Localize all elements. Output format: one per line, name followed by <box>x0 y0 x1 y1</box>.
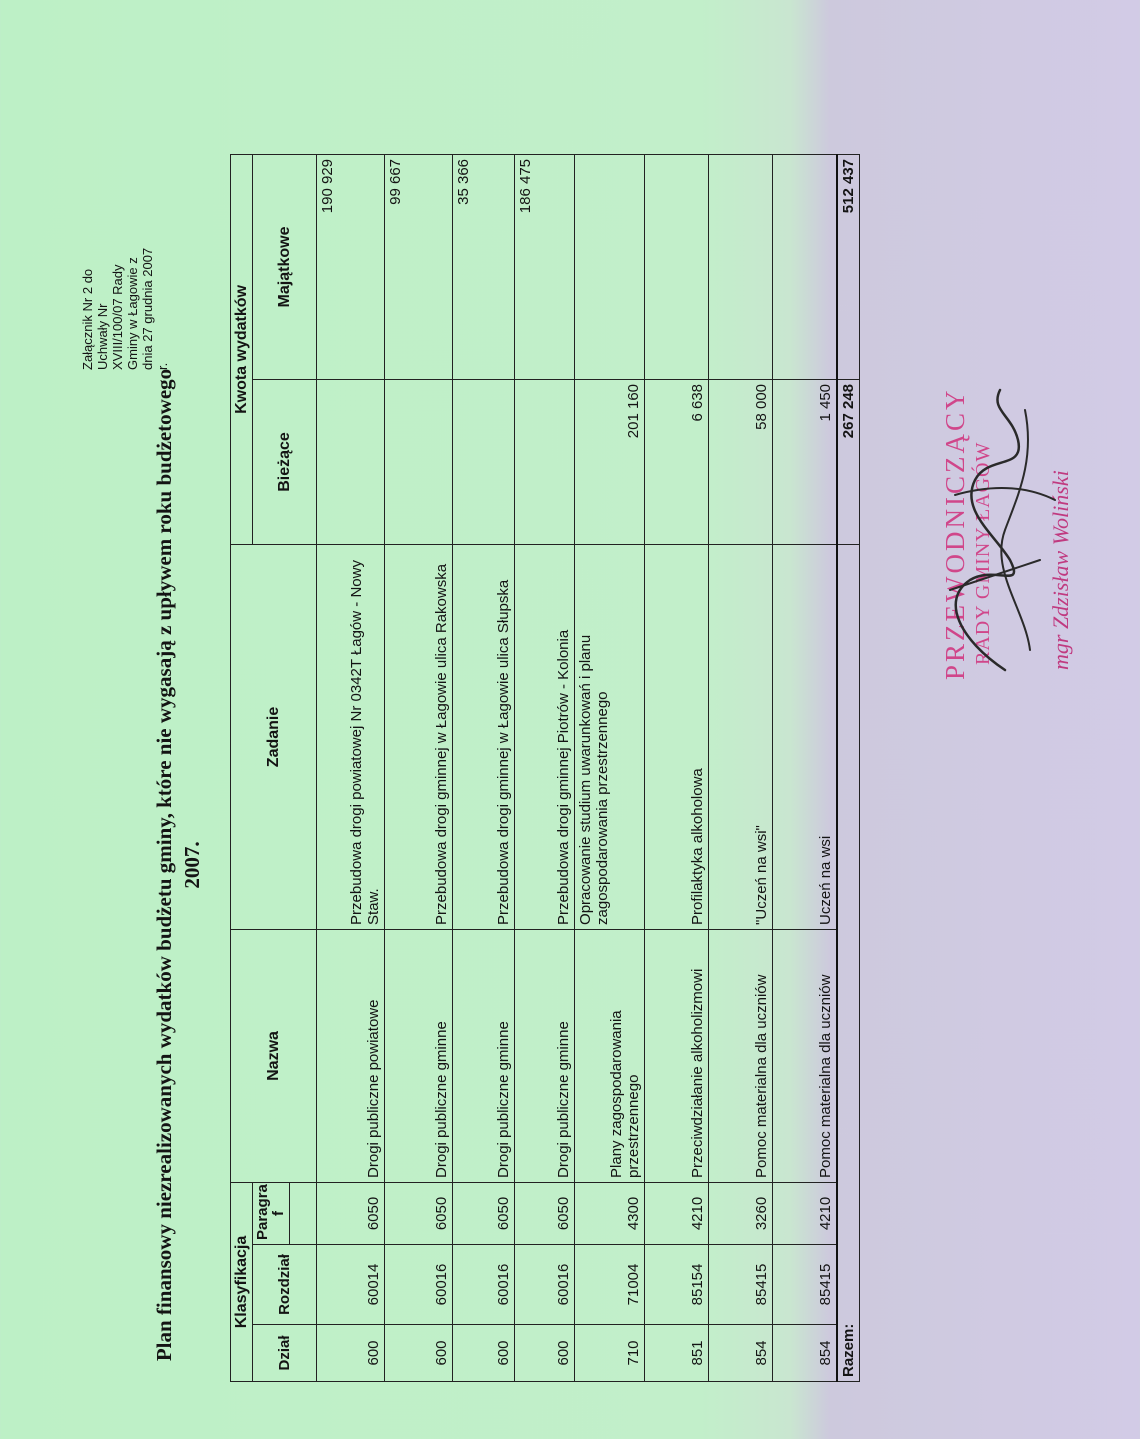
cell-majatkowe: 190 929 <box>317 154 385 379</box>
stamp-title: PRZEWODNICZĄCY <box>940 387 970 680</box>
cell-nazwa: Drogi publiczne gminne <box>385 929 453 1182</box>
total-majatkowe: 512 437 <box>837 154 860 379</box>
cell-majatkowe <box>773 154 837 379</box>
header-paragraf: Paragra f <box>253 1182 290 1244</box>
annex-line: Załącznik Nr 2 do <box>80 268 95 370</box>
cell-zadanie: Profilaktyka alkoholowa <box>645 544 709 929</box>
table-row <box>515 154 575 1381</box>
cell-paragraf: 4300 <box>575 1182 645 1244</box>
header-biezace: Bieżące <box>253 379 317 544</box>
table-row <box>385 154 453 1381</box>
cell-nazwa: Pomoc materialna dla uczniów <box>773 929 837 1182</box>
header-kwota: Kwota wydatków <box>231 154 253 544</box>
cell-zadanie: Przebudowa drogi gminnej w Łagowie ulica Słupska <box>453 544 515 929</box>
header-spacer <box>290 1182 317 1244</box>
handwritten-signature <box>930 350 1120 710</box>
cell-zadanie: Uczeń na wsi <box>773 544 837 929</box>
chairman-stamp <box>930 350 1120 710</box>
cell-paragraf: 3260 <box>709 1182 773 1244</box>
total-row <box>837 154 860 1381</box>
cell-majatkowe <box>575 154 645 379</box>
cell-rozdzial: 60016 <box>385 1245 453 1325</box>
document-title: Plan finansowy niezrealizowanych wydatków budżetu gminy, które nie wygasają z upływem roku budżetowego 2007. <box>152 368 204 1362</box>
cell-biezace <box>453 379 515 544</box>
cell-biezace: 58 000 <box>709 379 773 544</box>
cell-biezace <box>385 379 453 544</box>
cell-dzial: 600 <box>385 1325 453 1382</box>
total-label: Razem: <box>837 544 860 1381</box>
table-row <box>575 154 645 1381</box>
cell-dzial: 600 <box>453 1325 515 1382</box>
cell-zadanie: "Uczeń na wsi" <box>709 544 773 929</box>
header-rozdzial: Rozdział <box>253 1245 317 1325</box>
cell-majatkowe <box>709 154 773 379</box>
cell-nazwa: Drogi publiczne gminne <box>515 929 575 1182</box>
annex-note <box>80 140 170 370</box>
cell-paragraf: 6050 <box>317 1182 385 1244</box>
table-row <box>317 154 385 1381</box>
cell-biezace: 201 160 <box>575 379 645 544</box>
cell-nazwa: Plany zagospodarowania przestrzennego <box>575 929 645 1182</box>
cell-zadanie: Przebudowa drogi powiatowej Nr 0342T Łagów - Nowy Staw. <box>317 544 385 929</box>
document-page <box>80 30 1140 1410</box>
cell-dzial: 600 <box>317 1325 385 1382</box>
header-zadanie: Zadanie <box>231 544 317 929</box>
cell-zadanie: Opracowanie studium uwarunkowań i planu zagospodarowania przestrzennego <box>575 544 645 929</box>
header-nazwa: Nazwa <box>231 929 317 1182</box>
table-row <box>773 154 837 1381</box>
cell-dzial: 851 <box>645 1325 709 1382</box>
annex-line: r. <box>155 362 170 370</box>
cell-zadanie: Przebudowa drogi gminnej Piotrów - Kolonia <box>515 544 575 929</box>
cell-nazwa: Przeciwdziałanie alkoholizmowi <box>645 929 709 1182</box>
cell-dzial: 710 <box>575 1325 645 1382</box>
cell-dzial: 854 <box>773 1325 837 1382</box>
cell-dzial: 854 <box>709 1325 773 1382</box>
cell-majatkowe: 35 366 <box>453 154 515 379</box>
table-row <box>709 154 773 1381</box>
cell-biezace <box>515 379 575 544</box>
header-majatkowe: Majątkowe <box>253 154 317 379</box>
cell-rozdzial: 85154 <box>645 1245 709 1325</box>
table-row <box>453 154 515 1381</box>
cell-rozdzial: 60016 <box>515 1245 575 1325</box>
cell-paragraf: 4210 <box>645 1182 709 1244</box>
cell-biezace: 1 450 <box>773 379 837 544</box>
cell-nazwa: Drogi publiczne gminne <box>453 929 515 1182</box>
annex-line: dnia 27 grudnia 2007 <box>140 247 155 370</box>
cell-biezace: 6 638 <box>645 379 709 544</box>
cell-majatkowe: 186 475 <box>515 154 575 379</box>
cell-rozdzial: 60014 <box>317 1245 385 1325</box>
cell-majatkowe <box>645 154 709 379</box>
annex-line: XVIII/100/07 Rady <box>110 264 125 370</box>
cell-rozdzial: 60016 <box>453 1245 515 1325</box>
table-row <box>645 154 709 1381</box>
cell-paragraf: 6050 <box>385 1182 453 1244</box>
budget-table <box>230 154 860 1382</box>
total-biezace: 267 248 <box>837 379 860 544</box>
header-dzial: Dział <box>253 1325 317 1382</box>
cell-nazwa: Pomoc materialna dla uczniów <box>709 929 773 1182</box>
header-klasyfikacja: Klasyfikacja <box>231 1182 253 1381</box>
annex-line: Uchwały Nr <box>95 303 110 370</box>
cell-biezace <box>317 379 385 544</box>
cell-paragraf: 6050 <box>515 1182 575 1244</box>
cell-rozdzial: 85415 <box>773 1245 837 1325</box>
stamp-council: RADY GMINY ŁAGÓW <box>972 441 994 665</box>
cell-paragraf: 6050 <box>453 1182 515 1244</box>
cell-nazwa: Drogi publiczne powiatowe <box>317 929 385 1182</box>
cell-paragraf: 4210 <box>773 1182 837 1244</box>
cell-dzial: 600 <box>515 1325 575 1382</box>
annex-line: Gminy w Łagowie z <box>125 257 140 370</box>
cell-rozdzial: 71004 <box>575 1245 645 1325</box>
cell-majatkowe: 99 667 <box>385 154 453 379</box>
cell-zadanie: Przebudowa drogi gminnej w Łagowie ulica Rakowska <box>385 544 453 929</box>
stamp-signatory: mgr Zdzisław Woliński <box>1048 470 1073 670</box>
cell-rozdzial: 85415 <box>709 1245 773 1325</box>
